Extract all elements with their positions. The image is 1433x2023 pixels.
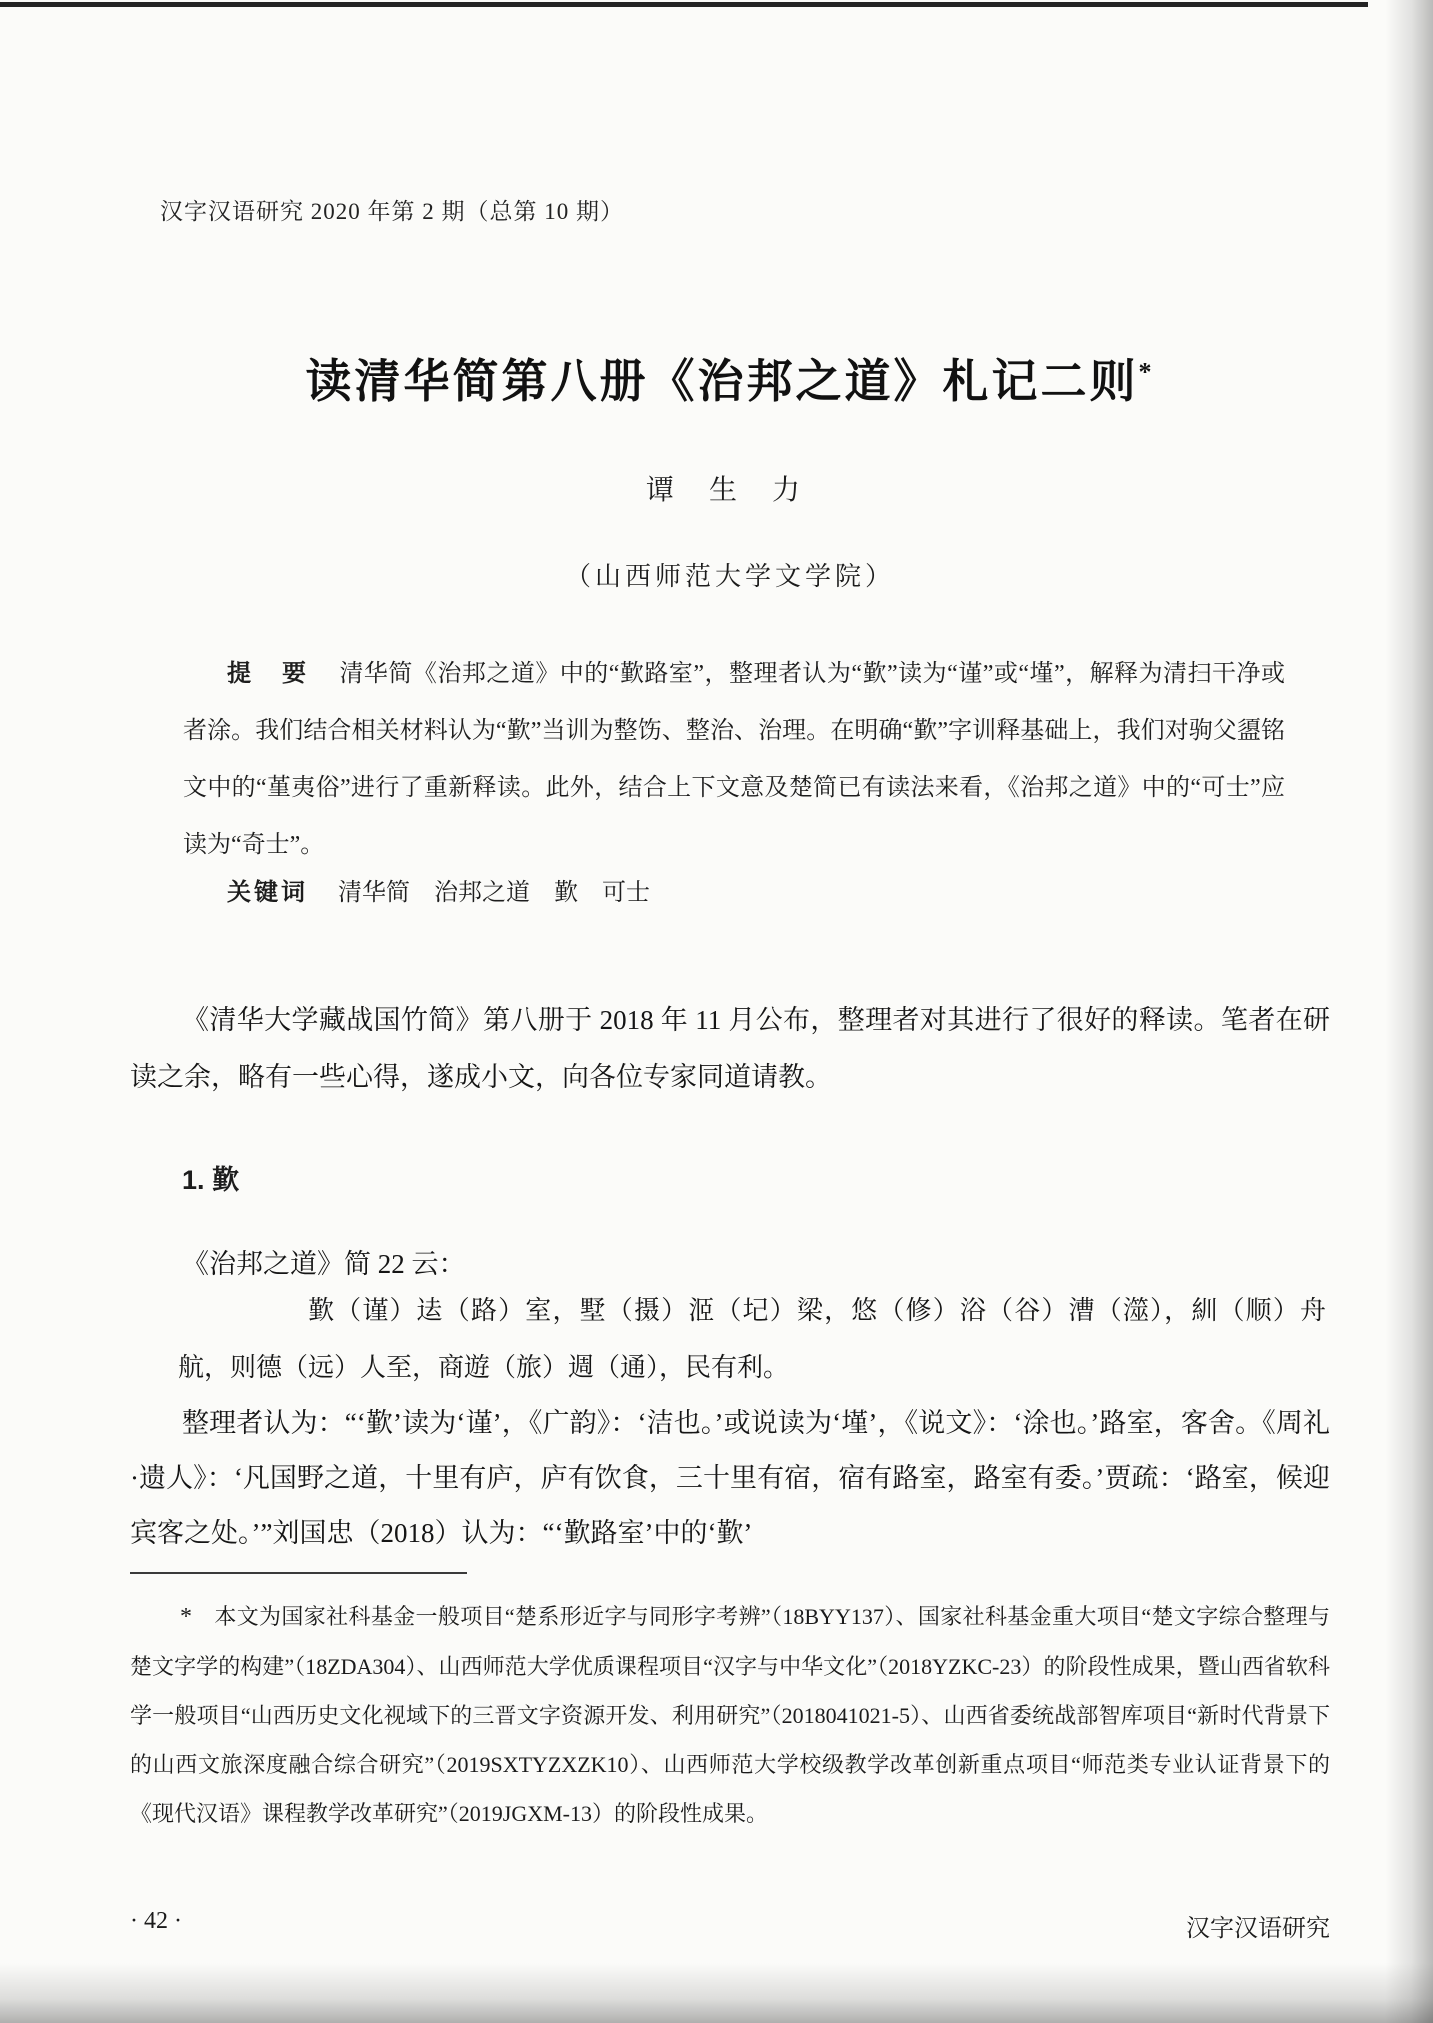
footnote-marker: * [180,1604,192,1630]
abstract [130,645,1330,874]
page-content [130,0,1330,2023]
footnote-separator [130,1572,467,1574]
keywords-list: 清华简 治邦之道 歏 可士 [338,880,650,906]
article-title [130,345,1330,411]
footer-journal-name: 汉字汉语研究 [1186,1916,1330,1942]
article-title-text: 读清华简第八册《治邦之道》札记二则 [305,356,1139,407]
abstract-text: 清华简《治邦之道》中的“歏路室”，整理者认为“歏”读为“谨”或“墐”，解释为清扫干净或者涂。我们结合相关材料认为“歏”当训为整饬、整治、治理。在明确“歏”字训释基础上，我们对驹父盨铭文中的“堇夷俗”进行了重新释读。此外，结合上下文意及楚简已有读法来看，《治邦之道》中的“可士”应读为“奇士”。 [183,661,1285,858]
body-paragraph-2: 《治邦之道》简 22 云： [182,1249,466,1279]
scan-edge-right [1385,0,1433,2023]
keywords [130,872,1330,907]
page-number: · 42 · [130,1908,182,1934]
footnote [130,1592,1330,1838]
section-heading-1: 1. 歏 [182,1165,240,1195]
body-paragraph-1: 《清华大学藏战国竹简》第八册于 2018 年 11 月公布，整理者对其进行了很好的释读。笔者在研读之余，略有一些心得，遂成小文，向各位专家同道请教。 [130,1005,1330,1092]
title-footnote-marker: * [1138,357,1155,387]
bamboo-slip-quote: 歏（谨）迲（路）室，墅（摄）洍（圮）梁，悠（修）浴（谷）漕（澨），紃（顺）舟航，则德（远）人至，商遊（旅）週（通），民有利。 [178,1296,1326,1382]
page-footer [130,1908,1330,1943]
journal-header: 汉字汉语研究 2020 年第 2 期（总第 10 期） [160,199,624,224]
abstract-label: 提 要 [227,660,310,687]
scan-edge-bottom [0,1963,1433,2023]
keywords-label: 关键词 [227,879,308,906]
author-name: 谭 生 力 [645,475,814,506]
footnote-text: 本文为国家社科基金一般项目“楚系形近字与同形字考辨”（18BYY137）、国家社科基金重大项目“楚文字综合整理与楚文字学的构建”（18ZDA304）、山西师范大学优质课程项目“汉字与中华文化”（2018YZKC-23）的阶段性成果，暨山西省软科学一般项目“山西历史文化视域下的三晋文字资源开发、利用研究”（2018041021-5）、山西省委统战部智库项目“新时代背景下的山西文旅深度融合综合研究”（2019SXTYZXZK10）、山西师范大学校级教学改革创新重点项目“师范类专业认证背景下的《现代汉语》课程教学改革研究”（2019JGXM-13）的阶段性成果。 [130,1604,1330,1826]
body-paragraph-3: 整理者认为：“‘歏’读为‘谨’，《广韵》：‘洁也。’或说读为‘墐’，《说文》：‘涂也。’路室，客舍。《周礼·遗人》：‘凡国野之道，十里有庐，庐有饮食，三十里有宿，宿有路室，路室有委。’贾疏：‘路室，候迎宾客之处。’”刘国忠（2018）认为：“‘歏路室’中的‘歏’ [130,1408,1330,1548]
author-affiliation: （山西师范大学文学院） [564,562,895,591]
